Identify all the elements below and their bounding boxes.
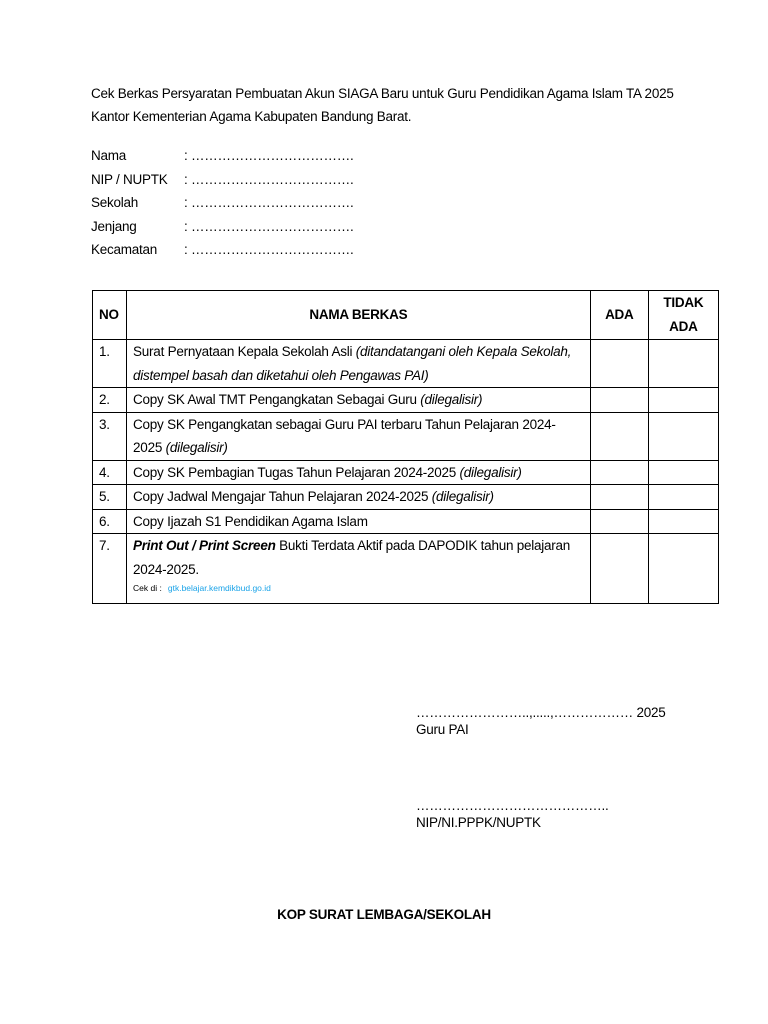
ada-checkbox-cell[interactable] xyxy=(590,340,648,388)
field-colon: : xyxy=(184,148,188,163)
signature-name-block xyxy=(416,797,609,831)
field-label: Jenjang xyxy=(91,219,137,234)
row-document-name xyxy=(127,340,591,388)
ada-checkbox-cell[interactable] xyxy=(590,412,648,460)
row-italic-note: (dilegalisir) xyxy=(420,392,483,407)
header-tidak-ada-line-2: ADA xyxy=(669,319,698,334)
row-document-name xyxy=(127,460,591,485)
dapodik-link[interactable]: gtk.belajar.kemdikbud.go.id xyxy=(167,583,271,593)
row-text: Surat Pernyataan Kepala Sekolah Asli xyxy=(133,344,356,359)
row-italic-note: (dilegalisir) xyxy=(459,464,522,480)
field-nip-nuptk xyxy=(91,172,354,187)
table-row xyxy=(93,460,719,485)
ada-checkbox-cell[interactable] xyxy=(590,460,648,485)
row-text: Copy SK Awal TMT Pengangkatan Sebagai Guru xyxy=(133,392,421,407)
table-row xyxy=(93,534,719,604)
field-label: Sekolah xyxy=(91,195,139,210)
row-bold-italic-text: Print Out / Print Screen xyxy=(133,538,276,553)
row-number: 6. xyxy=(93,509,127,534)
signature-role: Guru PAI xyxy=(416,722,469,737)
tidak-ada-checkbox-cell[interactable] xyxy=(648,388,718,413)
ada-checkbox-cell[interactable] xyxy=(590,509,648,534)
table-row xyxy=(93,509,719,534)
signature-date-line: ……………………..,.....,……………… 2025 xyxy=(416,705,666,720)
header-tidak-ada-line-1: TIDAK xyxy=(663,295,704,310)
row-number: 4. xyxy=(93,460,127,485)
table-row xyxy=(93,412,719,460)
field-nama xyxy=(91,148,354,163)
row-document-name xyxy=(127,509,591,534)
row-check-note xyxy=(133,581,584,603)
row-text: Copy Jadwal Mengajar Tahun Pelajaran 2024-2025 xyxy=(133,489,432,504)
field-kecamatan xyxy=(91,242,354,257)
field-blank: ………………………………. xyxy=(191,242,354,257)
row-number: 7. xyxy=(93,534,127,604)
field-blank: ………………………………. xyxy=(191,195,354,210)
signature-date-block xyxy=(416,704,666,738)
table-row xyxy=(93,485,719,510)
row-italic-note: (ditandatangani oleh Kepala Sekolah, distempel basah dan diketahui oleh Pengawas PAI) xyxy=(133,344,572,383)
row-number: 2. xyxy=(93,388,127,413)
field-jenjang xyxy=(91,219,354,234)
header-no: NO xyxy=(93,291,127,340)
row-italic-note: (dilegalisir) xyxy=(165,440,228,455)
row-document-name xyxy=(127,412,591,460)
field-label: NIP / NUPTK xyxy=(91,172,168,187)
row-text: Bukti Terdata Aktif pada DAPODIK tahun pelajaran 2024-2025. xyxy=(133,538,571,577)
field-blank: ………………………………. xyxy=(191,148,354,163)
tidak-ada-checkbox-cell[interactable] xyxy=(648,460,718,485)
row-document-name xyxy=(127,485,591,510)
tidak-ada-checkbox-cell[interactable] xyxy=(648,340,718,388)
row-text: Copy SK Pembagian Tugas Tahun Pelajaran 2024-2025 xyxy=(133,464,460,480)
row-number: 3. xyxy=(93,412,127,460)
field-colon: : xyxy=(184,172,188,187)
tidak-ada-checkbox-cell[interactable] xyxy=(648,412,718,460)
document-title-line-1: Cek Berkas Persyaratan Pembuatan Akun SIAGA Baru untuk Guru Pendidikan Agama Islam TA 2025 xyxy=(91,86,674,101)
row-number: 1. xyxy=(93,340,127,388)
check-note-label: Cek di : xyxy=(133,583,162,593)
field-colon: : xyxy=(184,195,188,210)
row-document-name xyxy=(127,388,591,413)
tidak-ada-checkbox-cell[interactable] xyxy=(648,534,718,604)
letterhead-heading: KOP SURAT LEMBAGA/SEKOLAH xyxy=(277,907,491,922)
table-row xyxy=(93,340,719,388)
row-italic-note: (dilegalisir) xyxy=(431,489,494,504)
tidak-ada-checkbox-cell[interactable] xyxy=(648,485,718,510)
header-tidak-ada xyxy=(648,291,718,340)
field-colon: : xyxy=(184,219,188,234)
field-sekolah xyxy=(91,195,354,210)
signature-id-line: NIP/NI.PPPK/NUPTK xyxy=(416,815,541,830)
signature-name-line: …………………………………….. xyxy=(416,798,609,813)
field-label: Kecamatan xyxy=(91,242,158,257)
tidak-ada-checkbox-cell[interactable] xyxy=(648,509,718,534)
header-nama-berkas: NAMA BERKAS xyxy=(127,291,591,340)
header-ada: ADA xyxy=(590,291,648,340)
ada-checkbox-cell[interactable] xyxy=(590,388,648,413)
field-colon: : xyxy=(184,242,188,257)
row-number: 5. xyxy=(93,485,127,510)
row-text: Copy Ijazah S1 Pendidikan Agama Islam xyxy=(133,513,368,529)
table-header-row xyxy=(93,291,719,340)
field-label: Nama xyxy=(91,148,127,163)
field-blank: ………………………………. xyxy=(191,219,354,234)
document-title-line-2: Kantor Kementerian Agama Kabupaten Bandung Barat. xyxy=(91,109,412,124)
row-text: Copy SK Pengangkatan sebagai Guru PAI terbaru Tahun Pelajaran 2024-2025 xyxy=(133,416,556,455)
table-row xyxy=(93,388,719,413)
ada-checkbox-cell[interactable] xyxy=(590,485,648,510)
field-blank: ………………………………. xyxy=(191,172,354,187)
ada-checkbox-cell[interactable] xyxy=(590,534,648,604)
row-document-name xyxy=(127,534,591,604)
document-checklist-table xyxy=(92,290,719,604)
